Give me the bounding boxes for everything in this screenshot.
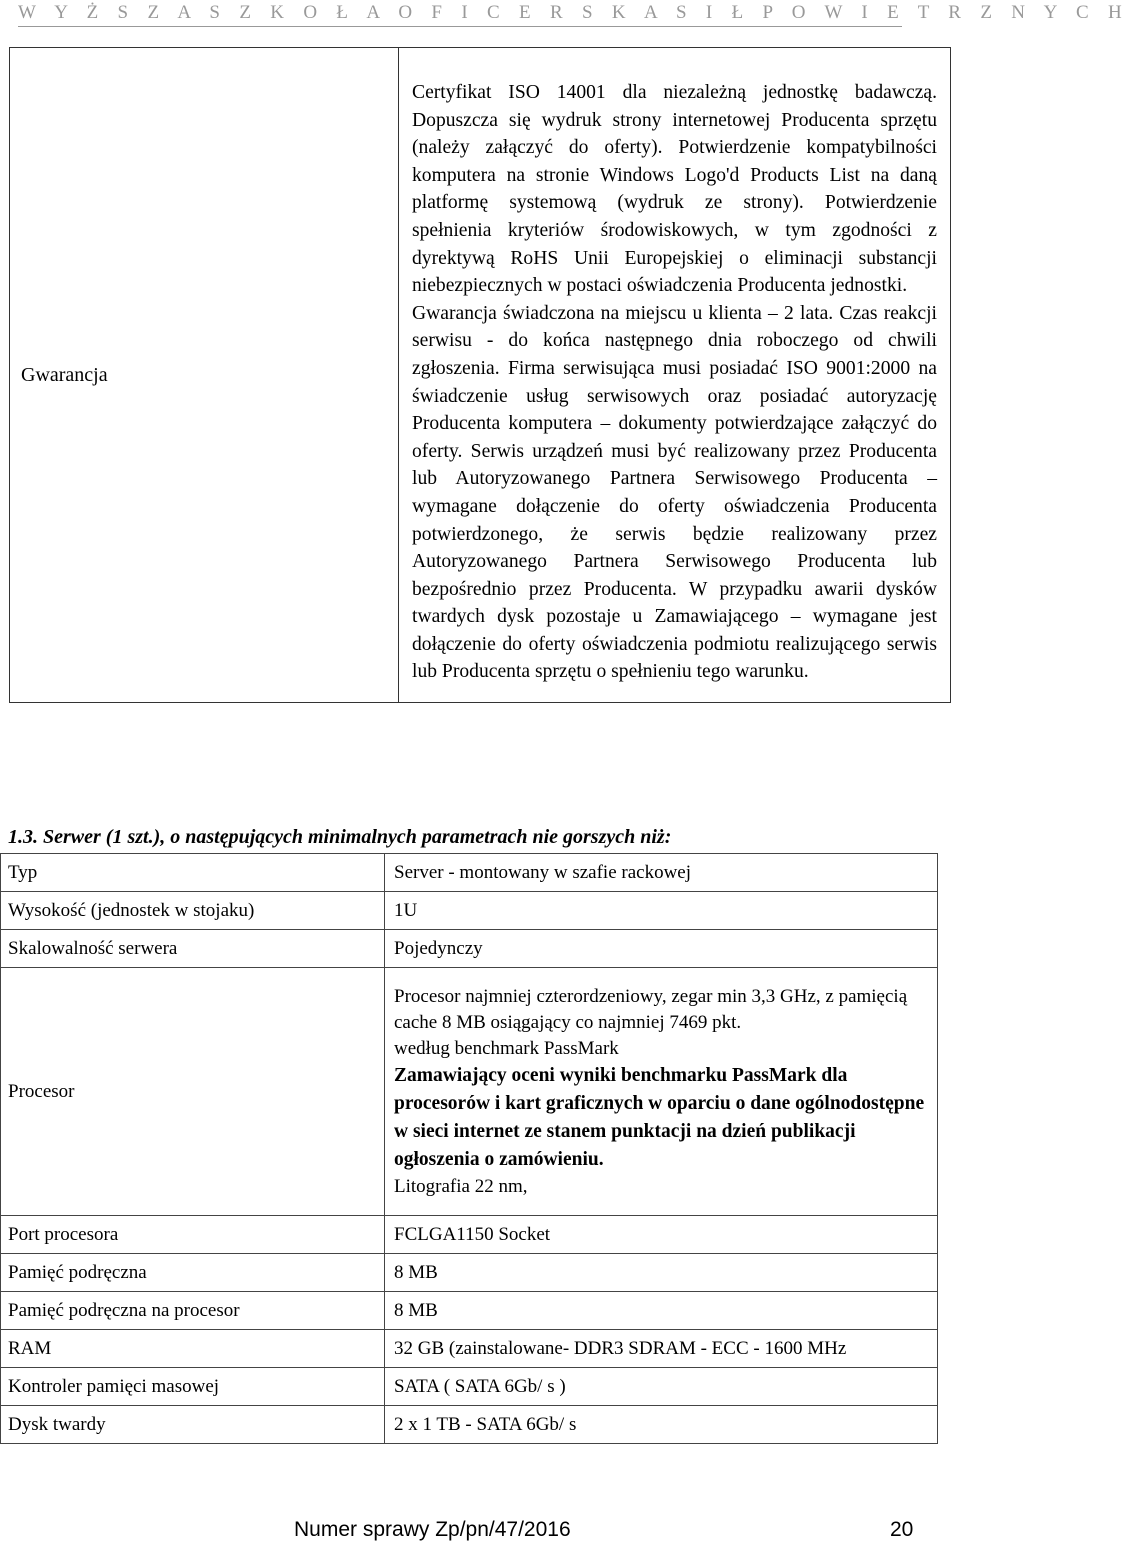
warranty-paragraph: Gwarancja świadczona na miejscu u klienta – 2 lata. Czas reakcji serwisu - do końca następnego dnia roboczego od chwili zgłoszenia. Firma serwisująca musi posiadać ISO 9001:2000 na świadczenie usług serwisowych oraz posiadać autoryzację Producenta komputera – dokumenty potwierdzające załączyć do oferty. Serwis urządzeń musi być realizowany przez Producenta lub Autoryzowanego Partnera Serwisowego Producenta – wymagane dołączenie do oferty oświadczenia Producenta potwierdzonego, że serwis będzie realizowany przez Autoryzowanego Partnera Serwisowego Producenta lub bezpośrednio przez Producenta. W przypadku awarii dysków twardych dysk pozostaje u Zamawiającego – wymagane jest dołączenie do oferty oświadczenia podmiotu realizującego serwis lub Producenta sprzętu o spełnieniu tego warunku.	[412, 302, 937, 683]
spec-value: 8 MB	[385, 1292, 938, 1330]
table-row	[1, 1330, 938, 1368]
cpu-benchmark: według benchmark PassMark	[394, 1037, 619, 1059]
warranty-table	[9, 47, 951, 703]
table-row	[1, 1406, 938, 1444]
warranty-text	[399, 48, 951, 703]
table-row	[1, 892, 938, 930]
table-row	[1, 854, 938, 892]
spec-key: Kontroler pamięci masowej	[1, 1368, 385, 1406]
spec-table	[0, 853, 938, 1444]
table-row	[10, 48, 951, 703]
table-row	[1, 968, 938, 1216]
certification-paragraph: Certyfikat ISO 14001 dla niezależną jednostkę badawczą. Dopuszcza się wydruk strony internetowej Producenta sprzętu (należy załączyć do oferty). Potwierdzenie kompatybilności komputera na stronie Windows Logo'd Products List na daną platformę systemową (wydruk ze strony). Potwierdzenie spełnienia kryteriów środowiskowych, w tym zgodności z dyrektywą RoHS Unii Europejskiej o eliminacji substancji niebezpiecznych w postaci oświadczenia Producenta jednostki.	[412, 82, 937, 297]
spec-key: Dysk twardy	[1, 1406, 385, 1444]
spec-key: Skalowalność serwera	[1, 930, 385, 968]
spec-key: Procesor	[1, 968, 385, 1216]
table-row	[1, 1368, 938, 1406]
spec-key: Port procesora	[1, 1216, 385, 1254]
spec-value: SATA ( SATA 6Gb/ s )	[385, 1368, 938, 1406]
spec-value	[385, 968, 938, 1216]
spec-value: Pojedynczy	[385, 930, 938, 968]
spec-key: Wysokość (jednostek w stojaku)	[1, 892, 385, 930]
cpu-lithography: Litografia 22 nm,	[394, 1175, 528, 1197]
page-number: 20	[890, 1518, 914, 1541]
case-number: Numer sprawy Zp/pn/47/2016	[294, 1518, 571, 1541]
table-row	[1, 1254, 938, 1292]
spec-key: Typ	[1, 854, 385, 892]
spec-value: Server - montowany w szafie rackowej	[385, 854, 938, 892]
spec-value: 1U	[385, 892, 938, 930]
spec-value: 32 GB (zainstalowane- DDR3 SDRAM - ECC - 1600 MHz	[385, 1330, 938, 1368]
page-header: W Y Ż S Z A S Z K O Ł A O F I C E R S K A S I Ł P O W I E T R Z N Y C H	[18, 2, 902, 27]
table-row	[1, 930, 938, 968]
spec-key: Pamięć podręczna	[1, 1254, 385, 1292]
spec-value: FCLGA1150 Socket	[385, 1216, 938, 1254]
spec-value: 2 x 1 TB - SATA 6Gb/ s	[385, 1406, 938, 1444]
table-row	[1, 1292, 938, 1330]
section-title: 1.3. Serwer (1 szt.), o następujących minimalnych parametrach nie gorszych niż:	[8, 826, 672, 848]
cpu-requirement: Procesor najmniej czterordzeniowy, zegar min 3,3 GHz, z pamięcią cache 8 MB osiągający co najmniej 7469 pkt.	[394, 985, 908, 1033]
spec-value: 8 MB	[385, 1254, 938, 1292]
warranty-label: Gwarancja	[10, 48, 399, 703]
spec-key: Pamięć podręczna na procesor	[1, 1292, 385, 1330]
table-row	[1, 1216, 938, 1254]
spec-key: RAM	[1, 1330, 385, 1368]
cpu-evaluation-note: Zamawiający oceni wyniki benchmarku PassMark dla procesorów i kart graficznych w oparciu o dane ogólnodostępne w sieci internet ze stanem punktacji na dzień publikacji ogłoszenia o zamówieniu.	[394, 1064, 925, 1170]
